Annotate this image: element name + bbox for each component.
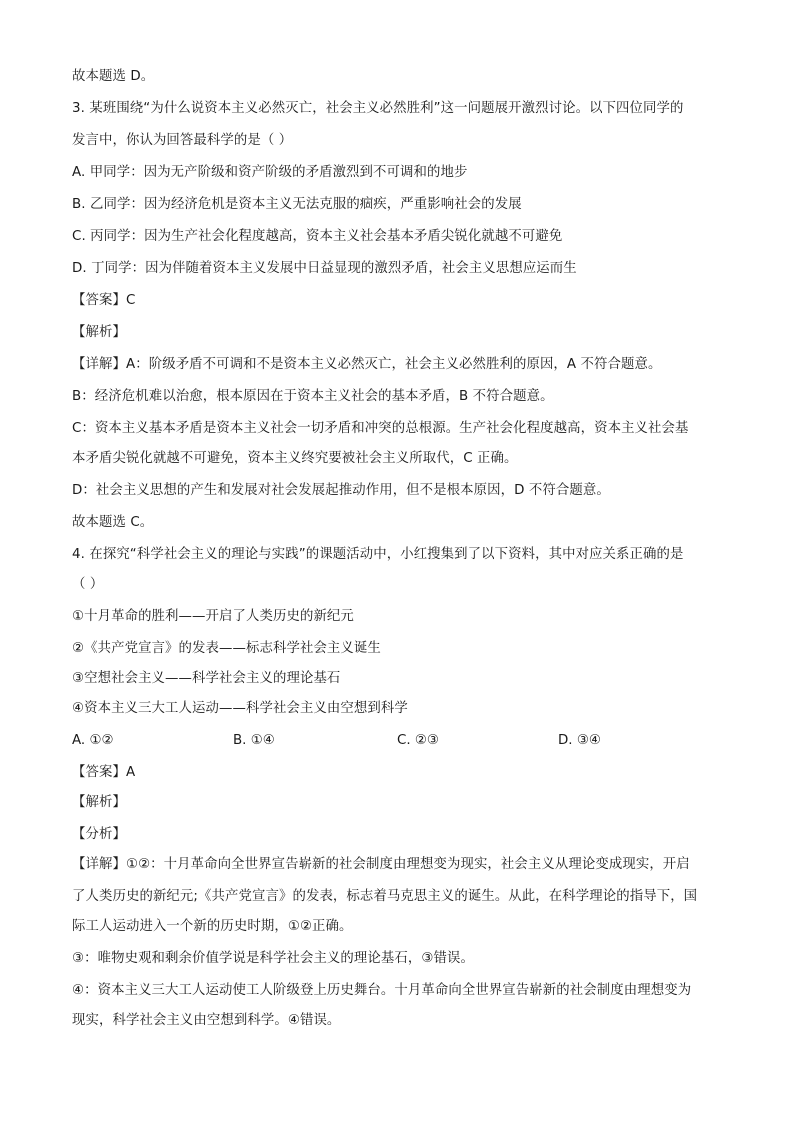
question-4-stem-line-1: 4. 在探究“科学社会主义的理论与实践”的课题活动中，小红搜集到了以下资料，其中对应关系正确的是 bbox=[72, 547, 684, 562]
question-4-material-4: ④资本主义三大工人运动——科学社会主义由空想到科学 bbox=[72, 701, 408, 716]
question-3-option-a: A. 甲同学：因为无产阶级和资产阶级的矛盾激烈到不可调和的地步 bbox=[72, 165, 468, 180]
question-3-option-d: D. 丁同学：因为伴随着资本主义发展中日益显现的激烈矛盾，社会主义思想应运而生 bbox=[72, 261, 577, 276]
question-4-detail-line-6: 现实，科学社会主义由空想到科学。④错误。 bbox=[72, 1013, 341, 1028]
question-3-detail-line-1: 【详解】A：阶级矛盾不可调和不是资本主义必然灭亡，社会主义必然胜利的原因，A 不符合题意。 bbox=[72, 357, 662, 372]
question-3-analysis-heading: 【解析】 bbox=[72, 325, 126, 340]
question-3-detail-line-2: B：经济危机难以治愈，根本原因在于资本主义社会的基本矛盾，B 不符合题意。 bbox=[72, 389, 554, 404]
question-3-answer: 【答案】C bbox=[72, 293, 136, 308]
question-4-stem-line-2: （ ） bbox=[72, 577, 104, 592]
question-4-option-a: A. ①② bbox=[72, 733, 114, 748]
question-4-detail-line-2: 了人类历史的新纪元;《共产党宣言》的发表，标志着马克思主义的诞生。从此，在科学理论的指导下，国 bbox=[72, 889, 698, 904]
question-3-detail-line-3: C：资本主义基本矛盾是资本主义社会一切矛盾和冲突的总根源。生产社会化程度越高，资本主义社会基 bbox=[72, 421, 689, 436]
question-3-stem-line-2: 发言中，你认为回答最科学的是（ ） bbox=[72, 133, 293, 148]
question-4-option-c: C. ②③ bbox=[397, 733, 439, 748]
question-4-detail-line-4: ③：唯物史观和剩余价值学说是科学社会主义的理论基石，③错误。 bbox=[72, 951, 474, 966]
question-4-analysis-heading: 【解析】 bbox=[72, 795, 126, 810]
question-4-detail-line-1: 【详解】①②：十月革命向全世界宣告崭新的社会制度由理想变为现实，社会主义从理论变成现实，开启 bbox=[72, 857, 690, 872]
question-3-detail-line-5: D：社会主义思想的产生和发展对社会发展起推动作用，但不是根本原因，D 不符合题意。 bbox=[72, 483, 610, 498]
question-3-stem-line-1: 3. 某班围绕“为什么说资本主义必然灭亡，社会主义必然胜利”这一问题展开激烈讨论。以下四位同学的 bbox=[72, 101, 684, 116]
question-4-option-d: D. ③④ bbox=[558, 733, 601, 748]
question-3-detail-line-4: 本矛盾尖锐化就越不可避免，资本主义终究要被社会主义所取代，C 正确。 bbox=[72, 451, 518, 466]
question-4-detail-line-3: 际工人运动进入一个新的历史时期，①②正确。 bbox=[72, 919, 353, 934]
conclusion-q3: 故本题选 C。 bbox=[72, 515, 154, 530]
question-3-option-c: C. 丙同学：因为生产社会化程度越高，资本主义社会基本矛盾尖锐化就越不可避免 bbox=[72, 229, 563, 244]
question-4-answer: 【答案】A bbox=[72, 765, 136, 780]
question-4-material-2: ②《共产党宣言》的发表——标志科学社会主义诞生 bbox=[72, 641, 381, 656]
question-4-options bbox=[72, 732, 727, 750]
question-4-material-3: ③空想社会主义——科学社会主义的理论基石 bbox=[72, 671, 341, 686]
conclusion-q2: 故本题选 D。 bbox=[72, 69, 155, 84]
question-4-fenxi-heading: 【分析】 bbox=[72, 827, 126, 842]
question-4-option-b: B. ①④ bbox=[233, 733, 275, 748]
question-4-detail-line-5: ④：资本主义三大工人运动使工人阶级登上历史舞台。十月革命向全世界宣告崭新的社会制度由理想变为 bbox=[72, 983, 692, 998]
question-3-option-b: B. 乙同学：因为经济危机是资本主义无法克服的痼疾，严重影响社会的发展 bbox=[72, 197, 522, 212]
question-4-material-1: ①十月革命的胜利——开启了人类历史的新纪元 bbox=[72, 609, 354, 624]
